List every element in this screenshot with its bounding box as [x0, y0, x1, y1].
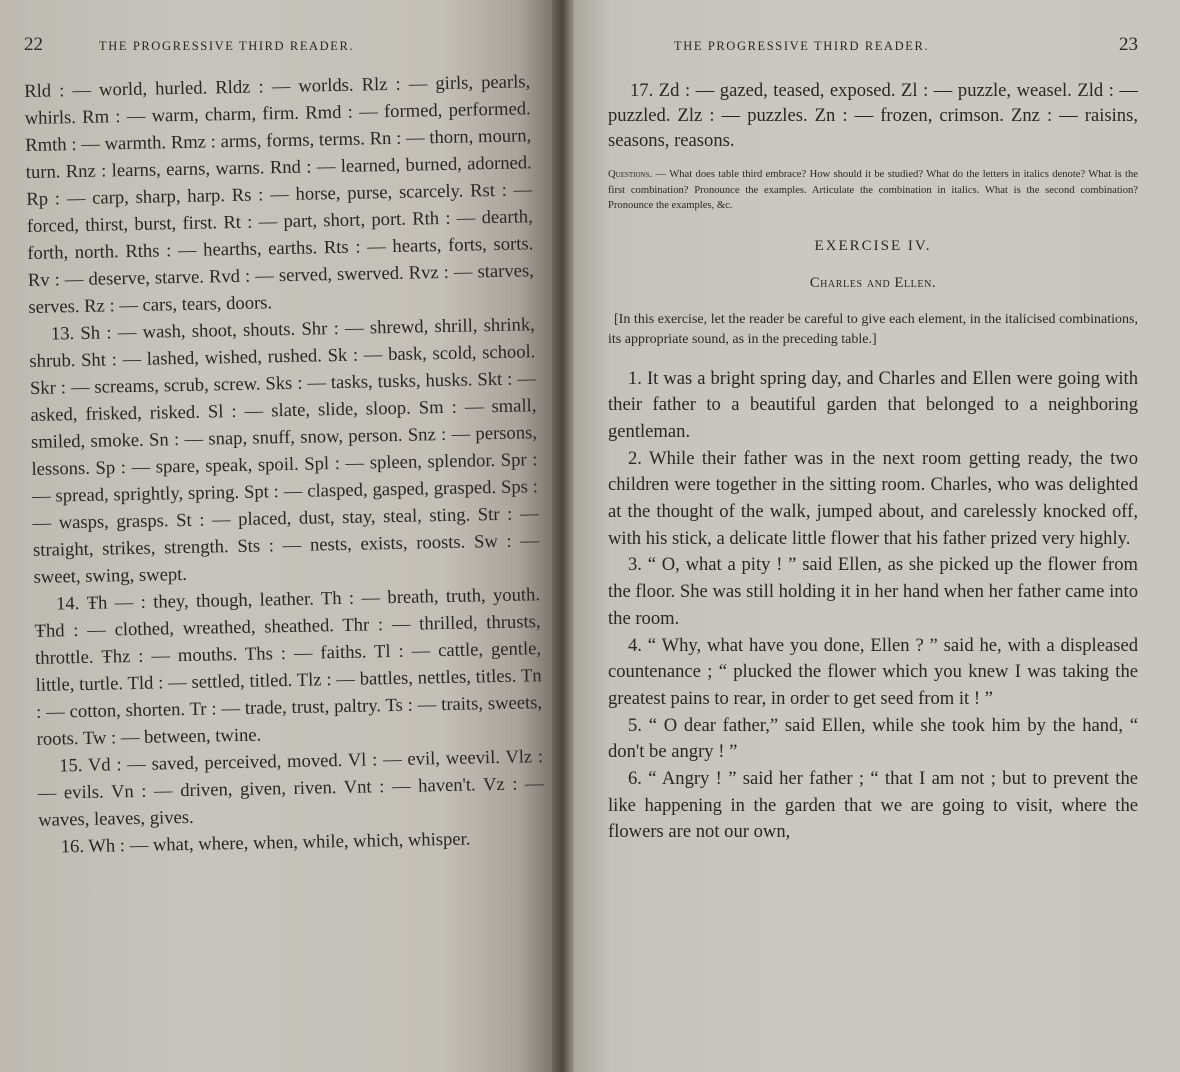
exercise-instruction: [In this exercise, let the reader be careful to give each element, in the italicised combinations, its appropriate sound, as in the preceding table.]	[608, 311, 1138, 347]
questions-text: — What does table third embrace? How should it be studied? What do the letters in italics denote? What is the first combination? Pronounce the examples. Articulate the combination in italics. What is the second combination? Pronounce the examples, &c.	[608, 169, 1138, 211]
left-running-title: THE PROGRESSIVE THIRD READER.	[99, 39, 355, 53]
questions-block	[608, 167, 1138, 214]
right-page-number: 23	[1119, 34, 1138, 55]
story-paragraph-4: 4. “ Why, what have you done, Ellen ? ” said he, with a displeased countenance ; “ plucked the flower which you knew I was taking the greatest pains to rear, in order to get seed from it ! ”	[608, 634, 1138, 709]
story-paragraph-2: 2. While their father was in the next room getting ready, the two children were together in the sitting room. Charles, who was delighted at the thought of the walk, jumped about, and carelessly knocked off, with his stick, a delicate little flower that his father prized very highly.	[608, 447, 1138, 549]
consonant-table-17: 17. Zd : — gazed, teased, exposed. Zl : — puzzle, weasel. Zld : — puzzled. Zlz : — puzzles. Zn : — frozen, crimson. Znz : — raisins, seasons, reasons.	[608, 80, 1138, 151]
right-page-header	[608, 34, 1138, 78]
story-paragraph-5: 5. “ O dear father,” said Ellen, while she took him by the hand, “ don't be angry ! ”	[608, 714, 1138, 763]
exercise-title: Charles and Ellen.	[809, 274, 937, 291]
consonant-table-r: Rld : — world, hurled. Rldz : — worlds. Rlz : — girls, pearls, whirls. Rm : — warm, charm, firm. Rmd : — formed, performed. Rmth : — warmth. Rmz : arms, forms, terms. Rn : — thorn, mourn, turn. Rnz : learns, earns, warns. Rnd : — learned, burned, adorned. Rp : — carp, sharp, harp. Rs : — horse, purse, scarcely. Rst : — forced, thirst, burst, first. Rt : — part, short, port. Rth : — dearth, forth, north. Rths : — hearths, earths. Rts : — hearts, forts, sorts. Rv : — deserve, starve. Rvd : — served, swerved. Rvz : — starves, serves. Rz : — cars, tears, doors.	[24, 71, 534, 318]
story-paragraph-6: 6. “ Angry ! ” said her father ; “ that I am not ; but to prevent the like happening in the garden that we are going to visit, where the flowers are not our own,	[608, 768, 1138, 843]
consonant-table-13: 13. Sh : — wash, shoot, shouts. Shr : — shrewd, shrill, shrink, shrub. Sht : — lashed, wished, rushed. Sk : — bask, scold, school. Skr : — screams, scrub, screw. Sks : — tasks, tusks, husks. Skt : — asked, frisked, risked. Sl : — slate, slide, sloop. Sm : — small, smiled, smoke. Sn : — snap, snuff, snow, person. Snz : — persons, lessons. Sp : — spare, speak, spoil. Spl : — spleen, splendor. Spr : — spread, sprightly, spring. Spt : — clasped, gasped, grasped. Sps : — wasps, grasps. St : — placed, dust, stay, steal, sting. Str : — straight, strikes, strength. Sts : — nests, exists, roosts. Sw : — sweet, swing, swept.	[29, 314, 540, 588]
left-page-body	[24, 68, 545, 861]
story-paragraph-3: 3. “ O, what a pity ! ” said Ellen, as she picked up the flower from the floor. She was still holding it in her hand when her father came into the room.	[608, 554, 1138, 629]
questions-label: Questions.	[608, 169, 653, 180]
left-page	[0, 0, 552, 1072]
consonant-table-15: 15. Vd : — saved, perceived, moved. Vl : — evil, weevil. Vlz : — evils. Vn : — driven, given, riven. Vnt : — haven't. Vz : — waves, leaves, gives.	[37, 746, 544, 831]
consonant-table-16: 16. Wh : — what, where, when, while, which, whisper.	[60, 828, 471, 858]
right-running-title: THE PROGRESSIVE THIRD READER.	[674, 39, 930, 53]
book-gutter	[552, 0, 574, 1072]
story-paragraph-1: 1. It was a bright spring day, and Charles and Ellen were going with their father to a beautiful garden that belonged to a neighboring gentleman.	[608, 367, 1138, 442]
right-page	[574, 0, 1180, 1072]
left-page-number: 22	[24, 34, 43, 55]
consonant-table-14: 14. Ŧh — : they, though, leather. Th : — breath, truth, youth. Ŧhd : — clothed, wreathed, sheathed. Thr : — thrilled, thrusts, throttle. Ŧhz : — mouths. Ths : — faiths. Tl : — cattle, gentle, little, turtle. Tld : — settled, titled. Tlz : — battles, nettles, titles. Tn : — cotton, shorten. Tr : — trade, trust, paltry. Ts : — traits, sweets, roots. Tw : — between, twine.	[34, 584, 543, 750]
exercise-heading: EXERCISE IV.	[814, 237, 932, 254]
